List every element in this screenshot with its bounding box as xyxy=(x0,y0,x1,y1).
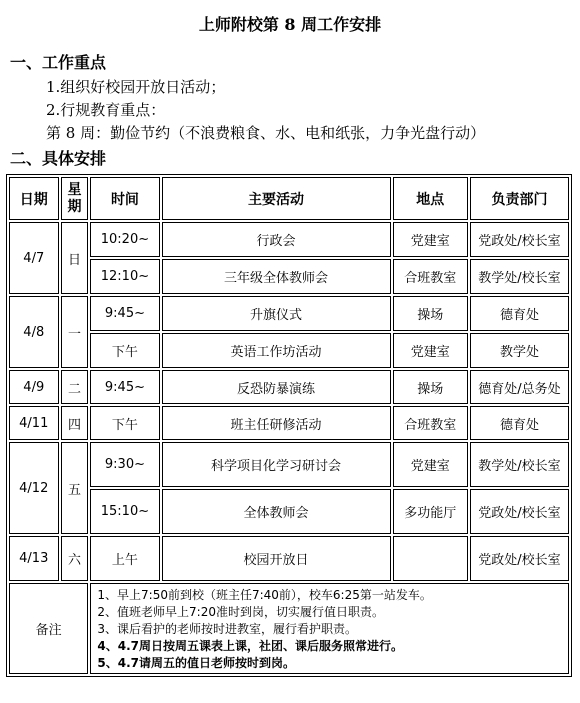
location-cell: 合班教室 xyxy=(393,406,468,440)
date-cell: 4/13 xyxy=(9,536,59,581)
location-cell: 多功能厅 xyxy=(393,489,468,534)
activity-cell: 反恐防暴演练 xyxy=(162,370,391,404)
section-heading-focus: 一、工作重点 xyxy=(10,53,107,72)
section-heading-schedule: 二、具体安排 xyxy=(10,149,107,168)
weekday-cell: 四 xyxy=(61,406,89,440)
weekday-cell: 二 xyxy=(61,370,89,404)
activity-cell: 全体教师会 xyxy=(162,489,391,534)
dept-cell: 党政处/校长室 xyxy=(470,536,569,581)
dept-cell: 党政处/校长室 xyxy=(470,222,569,257)
note-item: 4、4.7周日按周五课表上课，社团、课后服务照常进行。 xyxy=(97,639,403,653)
weekday-cell: 六 xyxy=(61,536,89,581)
table-row xyxy=(9,442,569,487)
header-location: 地点 xyxy=(393,177,468,220)
dept-cell: 教学处/校长室 xyxy=(470,442,569,487)
date-cell: 4/9 xyxy=(9,370,59,404)
page-title: 上师附校第 8 周工作安排 xyxy=(198,15,382,34)
time-cell: 9:30~ xyxy=(90,442,159,487)
activity-cell: 三年级全体教师会 xyxy=(162,259,391,294)
table-row xyxy=(9,259,569,294)
time-cell: 15:10~ xyxy=(90,489,159,534)
date-cell: 4/12 xyxy=(9,442,59,534)
table-row xyxy=(9,489,569,534)
schedule-table xyxy=(6,174,572,677)
dept-cell: 党政处/校长室 xyxy=(470,489,569,534)
dept-cell: 德育处 xyxy=(470,406,569,440)
date-cell: 4/11 xyxy=(9,406,59,440)
activity-cell: 行政会 xyxy=(162,222,391,257)
focus-item-2: 2.行规教育重点： xyxy=(46,101,166,119)
note-item: 3、课后看护的老师按时进教室，履行看护职责。 xyxy=(97,622,358,636)
weekday-cell: 一 xyxy=(61,296,89,368)
notes-label: 备注 xyxy=(9,583,88,674)
header-weekday: 星期 xyxy=(61,177,89,220)
location-cell: 操场 xyxy=(393,296,468,331)
time-cell: 下午 xyxy=(90,406,159,440)
table-row xyxy=(9,536,569,581)
location-cell: 操场 xyxy=(393,370,468,404)
time-cell: 上午 xyxy=(90,536,159,581)
date-cell: 4/7 xyxy=(9,222,59,294)
header-date: 日期 xyxy=(9,177,59,220)
weekday-cell: 日 xyxy=(61,222,89,294)
table-row xyxy=(9,370,569,404)
notes-row xyxy=(9,583,569,674)
dept-cell: 教学处/校长室 xyxy=(470,259,569,294)
table-row xyxy=(9,406,569,440)
header-dept: 负责部门 xyxy=(470,177,569,220)
activity-cell: 升旗仪式 xyxy=(162,296,391,331)
note-item: 5、4.7请周五的值日老师按时到岗。 xyxy=(97,656,295,670)
header-activity: 主要活动 xyxy=(162,177,391,220)
time-cell: 下午 xyxy=(90,333,159,368)
activity-cell: 班主任研修活动 xyxy=(162,406,391,440)
focus-item-1: 1.组织好校园开放日活动； xyxy=(46,78,226,96)
notes-cell xyxy=(90,583,569,674)
dept-cell: 德育处 xyxy=(470,296,569,331)
time-cell: 10:20~ xyxy=(90,222,159,257)
location-cell: 党建室 xyxy=(393,222,468,257)
dept-cell: 教学处 xyxy=(470,333,569,368)
activity-cell: 科学项目化学习研讨会 xyxy=(162,442,391,487)
location-cell xyxy=(393,536,468,581)
weekday-cell: 五 xyxy=(61,442,89,534)
location-cell: 合班教室 xyxy=(393,259,468,294)
time-cell: 9:45~ xyxy=(90,296,159,331)
time-cell: 9:45~ xyxy=(90,370,159,404)
focus-item-3: 第 8 周：勤俭节约（不浪费粮食、水、电和纸张，力争光盘行动） xyxy=(46,124,486,142)
time-cell: 12:10~ xyxy=(90,259,159,294)
dept-cell: 德育处/总务处 xyxy=(470,370,569,404)
activity-cell: 校园开放日 xyxy=(162,536,391,581)
note-item: 2、值班老师早上7:20准时到岗，切实履行值日职责。 xyxy=(97,605,384,619)
activity-cell: 英语工作坊活动 xyxy=(162,333,391,368)
table-header-row xyxy=(9,177,569,220)
header-time: 时间 xyxy=(90,177,159,220)
table-row xyxy=(9,296,569,331)
date-cell: 4/8 xyxy=(9,296,59,368)
table-row xyxy=(9,333,569,368)
location-cell: 党建室 xyxy=(393,333,468,368)
table-row xyxy=(9,222,569,257)
note-item: 1、早上7:50前到校（班主任7:40前），校车6:25第一站发车。 xyxy=(97,588,432,602)
location-cell: 党建室 xyxy=(393,442,468,487)
